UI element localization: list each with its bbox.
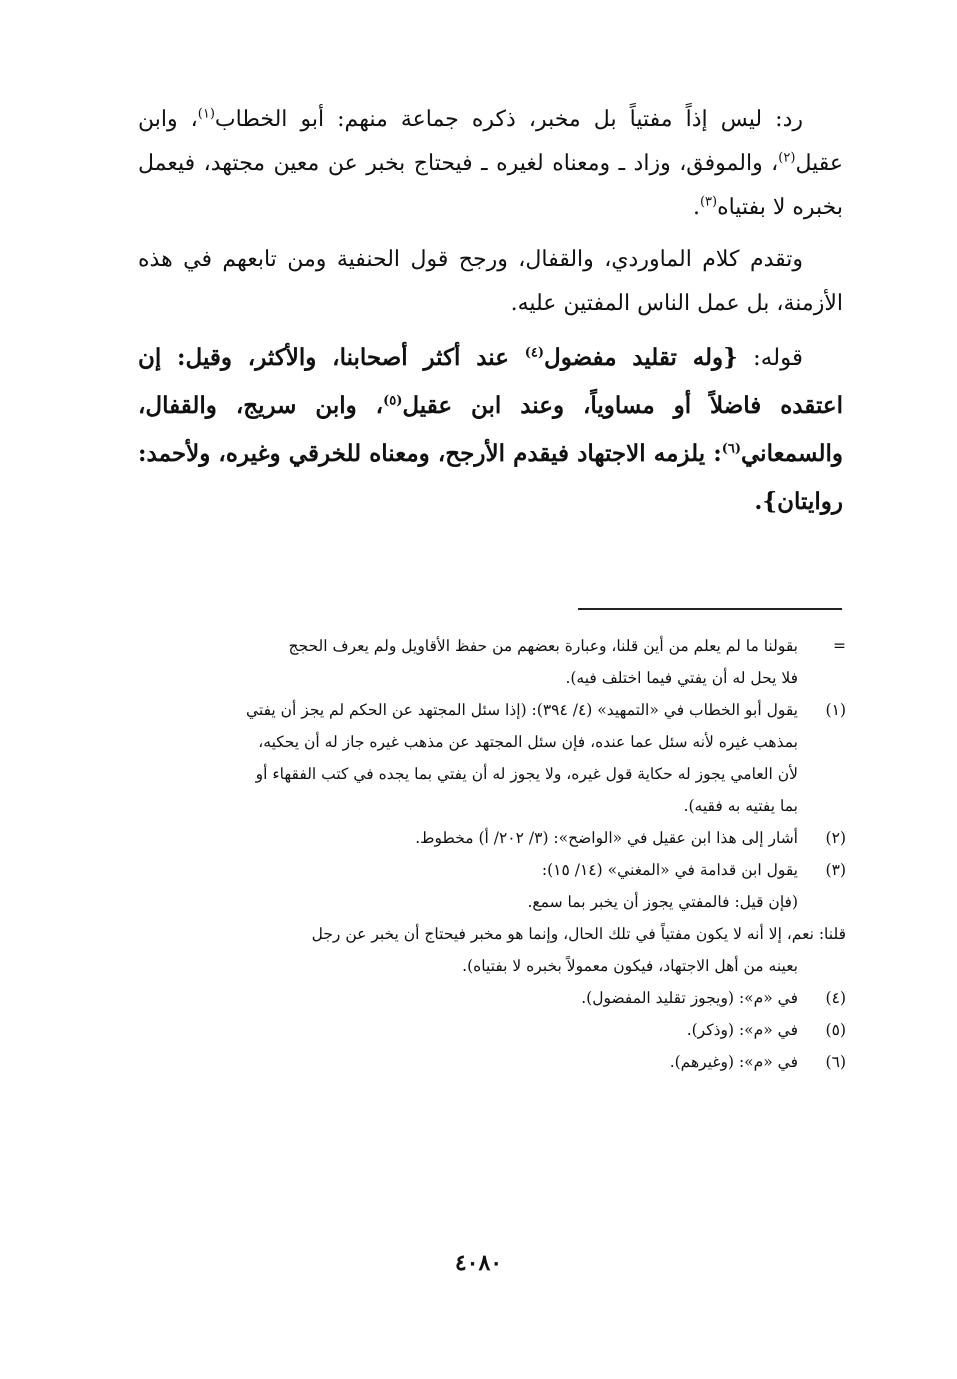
- footnote-1-line-2: بمذهب غيره لأنه سئل عما عنده، فإن سئل المجتهد عن مذهب غيره جاز له أن يحكيه،: [258, 733, 798, 751]
- footnote-3-line-2: (فإن قيل: فالمفتي يجوز أن يخبر بما سمع.: [527, 893, 798, 911]
- footnote-6-number: (٦): [825, 1053, 846, 1071]
- footnote-ref-6: (٦): [721, 441, 741, 457]
- footnote-ref-5: (٥): [383, 393, 403, 409]
- footnote-4-number: (٤): [825, 989, 846, 1007]
- paragraph-3-text-b: عند أكثر أصحابنا، والأكثر، وقيل: إن اعتقده فاضلاً أو مساوياً، وعند ابن عقيل: [138, 344, 843, 419]
- paragraph-1-text-c: ، والموفق، وزاد ـ ومعناه لغيره ـ فيحتاج بخبر عن معين مجتهد، فيعمل بخبره لا بفتياه: [138, 151, 843, 220]
- footnote-ref-3: (٣): [699, 194, 718, 210]
- footnote-3-line-1: يقول ابن قدامة في «المغني» (١٤/ ١٥):: [541, 861, 798, 879]
- page-number: ٤٠٨٠: [454, 1250, 503, 1276]
- paragraph-3-text-d: : يلزمه الاجتهاد فيقدم الأرجح، ومعناه للخرقي وغيره، ولأحمد: روايتان}.: [138, 440, 843, 515]
- footnote-1-line-4: بما يفتيه به فقيه).: [683, 797, 798, 815]
- continuation-marker: =: [833, 637, 846, 655]
- footnote-5-text: في «م»: (وذكر).: [686, 1021, 798, 1039]
- footnote-6-text: في «م»: (وغيرهم).: [669, 1053, 798, 1071]
- continuation-line-1: بقولنا ما لم يعلم من أين قلنا، وعبارة بعضهم من حفظ الأقاويل ولم يعرف الحجج: [288, 637, 798, 655]
- footnote-4-text: في «م»: (ويجوز تقليد المفضول).: [581, 989, 798, 1007]
- footnote-2-text: أشار إلى هذا ابن عقيل في «الواضح»: (٣/ ٢٠٢/ أ) مخطوط.: [415, 829, 798, 847]
- paragraph-3-text-a: {وله تقليد مفضول: [544, 344, 738, 371]
- footnote-1: [138, 694, 846, 822]
- paragraph-3-lead: قوله:: [737, 345, 803, 371]
- paragraph-3-text-c: ، وابن سريج، والقفال، والسمعاني: [138, 392, 843, 467]
- footnote-1-line-3: لأن العامي يجوز له حكاية قول غيره، ولا يجوز له أن يفتي بما يجده في كتب الفقهاء أو: [255, 765, 798, 783]
- footnotes: [138, 630, 846, 1078]
- footnote-ref-2: (٢): [778, 150, 796, 166]
- footnote-3-line-3: قلنا: نعم، إلا أنه لا يكون مفتياً في تلك الحال، وإنما هو مخبر فيحتاج أن يخبر عن رجل: [311, 925, 846, 943]
- footnote-5: [138, 1014, 846, 1046]
- footnote-2: [138, 822, 846, 854]
- footnote-ref-4: (٤): [524, 345, 545, 361]
- footnote-3-line-4: بعينه من أهل الاجتهاد، فيكون معمولاً بخبره لا بفتياه).: [462, 957, 798, 975]
- paragraph-1-text-d: .: [692, 195, 700, 220]
- footnote-6: [138, 1046, 846, 1078]
- paragraph-2-text: وتقدم كلام الماوردي، والقفال، ورجح قول الحنفية ومن تابعهم في هذه الأزمنة، بل عمل الناس المفتين عليه.: [138, 247, 843, 316]
- paragraph-3: [138, 334, 843, 526]
- footnote-3-number: (٣): [825, 861, 846, 879]
- paragraph-1-text-b: ، وابن عقيل: [138, 107, 843, 176]
- footnote-1-number: (١): [825, 701, 846, 719]
- footnote-1-line-1: يقول أبو الخطاب في «التمهيد» (٤/ ٣٩٤): (إذا سئل المجتهد عن الحكم لم يجز أن يفتي: [245, 701, 798, 719]
- paragraph-1: [138, 98, 843, 230]
- footnote-3-continuation: [138, 918, 846, 982]
- footnote-4: [138, 982, 846, 1014]
- paragraph-1-text-a: رد: ليس إذاً مفتياً بل مخبر، ذكره جماعة منهم: أبو الخطاب: [214, 107, 803, 132]
- footnote-3: [138, 854, 846, 918]
- main-text: [138, 98, 843, 534]
- footnote-separator: [578, 608, 842, 610]
- footnote-ref-1: (١): [197, 106, 215, 122]
- footnote-continuation: [138, 630, 846, 694]
- footnote-2-number: (٢): [825, 829, 846, 847]
- paragraph-2: [138, 238, 843, 326]
- footnote-5-number: (٥): [825, 1021, 846, 1039]
- continuation-line-2: فلا يحل له أن يفتي فيما اختلف فيه).: [565, 669, 798, 687]
